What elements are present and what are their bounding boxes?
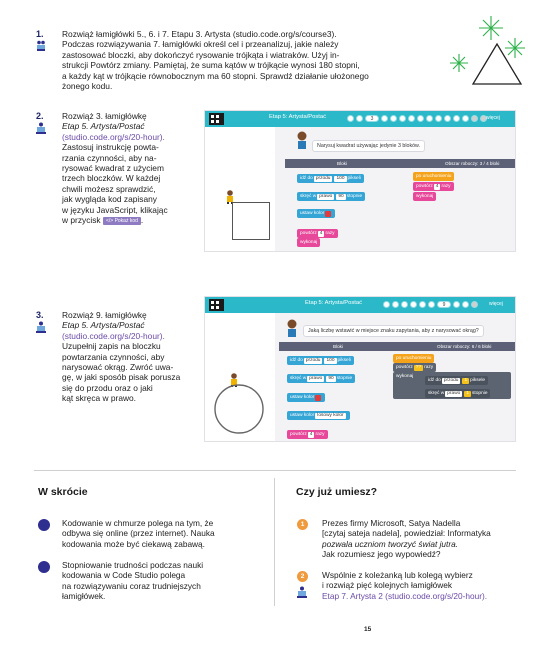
task-1-number: 1.	[36, 29, 44, 39]
repeat-block[interactable]: powtórz 4 razy	[287, 430, 328, 439]
blocks-header-bar	[285, 159, 516, 168]
task-3-link[interactable]: (studio.code.org/s/20-hour).	[62, 330, 165, 341]
task-2-line: Zastosuj instrukcję powta-	[62, 142, 159, 153]
task-2-link[interactable]: (studio.code.org/s/20-hour).	[62, 131, 165, 142]
turn-block[interactable]: skręć w prawo 90 stopnie	[287, 374, 355, 383]
drawing-stage	[205, 313, 275, 442]
workspace-repeat-block[interactable]: powtórz ?? razy	[393, 363, 436, 372]
move-forward-block[interactable]: idź do przodu 100 pikseli	[297, 174, 364, 183]
task-2-line: rzania czynności, aby na-	[62, 152, 157, 163]
puzzle-progress[interactable]: 3	[347, 115, 487, 123]
summary-bullet	[38, 519, 50, 531]
task-2-line: Rozwiąż 3. łamigłówkę	[62, 111, 147, 121]
set-color-block[interactable]: ustaw kolor	[297, 209, 335, 218]
more-link[interactable]: więcej	[486, 115, 500, 121]
task-2-line: rysować kwadrat z użyciem	[62, 163, 164, 174]
code-org-logo	[209, 299, 224, 311]
quiz-item-1: Prezes firmy Microsoft, Satya Nadella [czytaj sateja nadela], powiedział: Informatyka pozwala uczniom tworzyć świat jutra. Jak rozumiesz jego wypowiedź?	[322, 518, 491, 559]
move-forward-block[interactable]: idź do przodu 100 pikseli	[287, 356, 354, 365]
summary-item-2: Stopniowanie trudności podczas nauki kodowania w Code Studio polega na rozwiązywaniu coraz trudniejszych łamigłówek.	[62, 560, 204, 601]
instructor-avatar	[285, 319, 299, 341]
show-code-button[interactable]: </> Pokaż kod	[103, 217, 141, 225]
task-2-number: 2.	[36, 111, 44, 121]
task-2-line: w języku JavaScript, klikając	[62, 204, 168, 215]
triangle-windmills-illustration	[447, 14, 527, 86]
drawing-stage	[205, 127, 275, 252]
stage-title: Etap 5: Artysta/Postać	[305, 300, 363, 306]
instructor-avatar	[295, 131, 309, 153]
quiz-item-2: Wspólnie z koleżanką lub kolegą wybierz i rozwiąż pięć kolejnych łamigłówek Etap 7. Artysta 2 (studio.code.org/s/20-hour).	[322, 570, 488, 601]
workspace-header: Obszar roboczy: 3 / 4 bloki	[445, 161, 500, 166]
workspace-turn-block[interactable]: skręć w prawo 1 stopnie	[425, 389, 490, 398]
code-studio-panel-3	[204, 296, 516, 442]
when-run-block[interactable]: po uruchomieniu	[393, 354, 434, 363]
task-2-line: Etap 5. Artysta/Postać	[62, 121, 145, 132]
task-3-line: Uzupełnij zapis na bloczku	[62, 341, 161, 352]
repeat-block[interactable]: powtórz 4 razy	[297, 229, 338, 238]
task-3-line: narysować okrąg. Zwróć uwa-	[62, 362, 174, 373]
when-run-block[interactable]: po uruchomieniu	[413, 172, 454, 181]
repeat-do-block[interactable]: wykonaj	[297, 238, 320, 247]
instruction-bubble: Jaką liczbę wstawić w miejsce znaku zapytania, aby z narysować okrąg?	[303, 325, 484, 337]
task-3-line: Etap 5. Artysta/Postać	[62, 320, 145, 331]
task-3-number: 3.	[36, 310, 44, 320]
set-random-color-block[interactable]: ustaw kolor losowy kolor	[287, 411, 350, 420]
task-1-line: Rozwiąż łamigłówki 5., 6. i 7. Etapu 3. Artysta (studio.code.org/s/course3).	[62, 29, 337, 39]
workspace-do-block[interactable]: wykonaj	[393, 372, 511, 399]
toolbox-header: Bloki	[333, 344, 343, 349]
task-3-line: gę, w jaki sposób pisak porusza	[62, 372, 181, 383]
task-1-line: strukcji Powtórz zmiany. Pamiętaj, że suma kątów w trójkącie wynosi 180 stopni,	[62, 60, 360, 71]
task-2-line: trzech bloczków. W każdej	[62, 173, 161, 184]
summary-bullet	[38, 561, 50, 573]
section-divider	[34, 470, 516, 471]
computer-work-icon	[36, 321, 46, 333]
puzzle-progress[interactable]: 9	[383, 301, 478, 309]
computer-work-icon	[297, 586, 307, 598]
circle-outline	[213, 383, 265, 435]
workspace-repeat-block[interactable]: powtórz 4 razy	[413, 182, 454, 191]
task-2-line: chwili możesz sprawdzić,	[62, 183, 156, 194]
pair-work-icon	[36, 40, 46, 52]
task-3-line: Rozwiąż 9. łamigłówkę	[62, 310, 147, 320]
summary-title: W skrócie	[38, 486, 88, 498]
quiz-title: Czy już umiesz?	[296, 486, 378, 498]
task-1-line: Podczas rozwiązywania 7. łamigłówki określ cel i przeanalizuj, jakie należy	[62, 39, 339, 50]
blocks-header-bar	[279, 342, 516, 351]
task-2-line: w przycisk	[62, 215, 101, 226]
computer-work-icon	[36, 122, 46, 134]
instruction-bubble: Narysuj kwadrat używając jedynie 3 bloków.	[312, 140, 425, 152]
more-link[interactable]: więcej	[489, 301, 503, 307]
task-2-line: jak wygląda kod zapisany	[62, 194, 157, 205]
task-1-line: zastosować bloczki, aby dokończyć rysowanie trójkąta i wiatraków. Użyj in-	[62, 49, 340, 60]
workspace-move-block[interactable]: idź do przodu 1 piksele	[425, 376, 488, 385]
quiz-number-badge: 1	[297, 519, 308, 530]
task-3-line: powtarzania czynności, aby	[62, 351, 165, 362]
task-1-line: a każdy kąt w trójkącie równobocznym ma 60 stopni. Sprawdź działanie ułożonego	[62, 70, 369, 81]
toolbox-header: Bloki	[337, 161, 347, 166]
workspace-header: Obszar roboczy: 6 / 6 bloki	[437, 344, 492, 349]
task-1-text	[62, 29, 407, 91]
task-1-line: żonego kodu.	[62, 81, 113, 92]
task-3-text	[62, 310, 186, 404]
task-3-line: się do przodu oraz o jaki	[62, 382, 153, 393]
stage-title: Etap 5: Artysta/Postać	[269, 114, 327, 120]
task-3-line: kąt skręca w prawo.	[62, 393, 137, 404]
column-divider	[274, 478, 275, 606]
code-studio-panel-2	[204, 110, 516, 252]
code-org-logo	[209, 113, 224, 125]
summary-item-1: Kodowanie w chmurze polega na tym, że odbywa się online (przez internet). Nauka kodowania może być ciekawą zabawą.	[62, 518, 215, 549]
workspace-do-block[interactable]: wykonaj	[413, 192, 436, 201]
turn-block[interactable]: skręć w prawo 90 stopnie	[297, 192, 365, 201]
square-outline	[232, 202, 270, 240]
panel-topbar	[205, 111, 515, 127]
panel-topbar	[205, 297, 515, 313]
quiz-number-badge: 2	[297, 571, 308, 582]
set-color-block[interactable]: ustaw kolor	[287, 393, 325, 402]
page-number: 15	[364, 626, 372, 633]
task-2-text: Rozwiąż 3. łamigłówkę Etap 5. Artysta/Postać (studio.code.org/s/20-hour). Zastosuj instrukcję powta- rzania czynności, aby na- rysować kwadrat z użyciem trzech bloczków. W każdej chwili możesz sprawdzić, jak wygląda kod zapisany w języku JavaScript, klikając w przycisk </> Pokaż kod .	[62, 111, 186, 225]
